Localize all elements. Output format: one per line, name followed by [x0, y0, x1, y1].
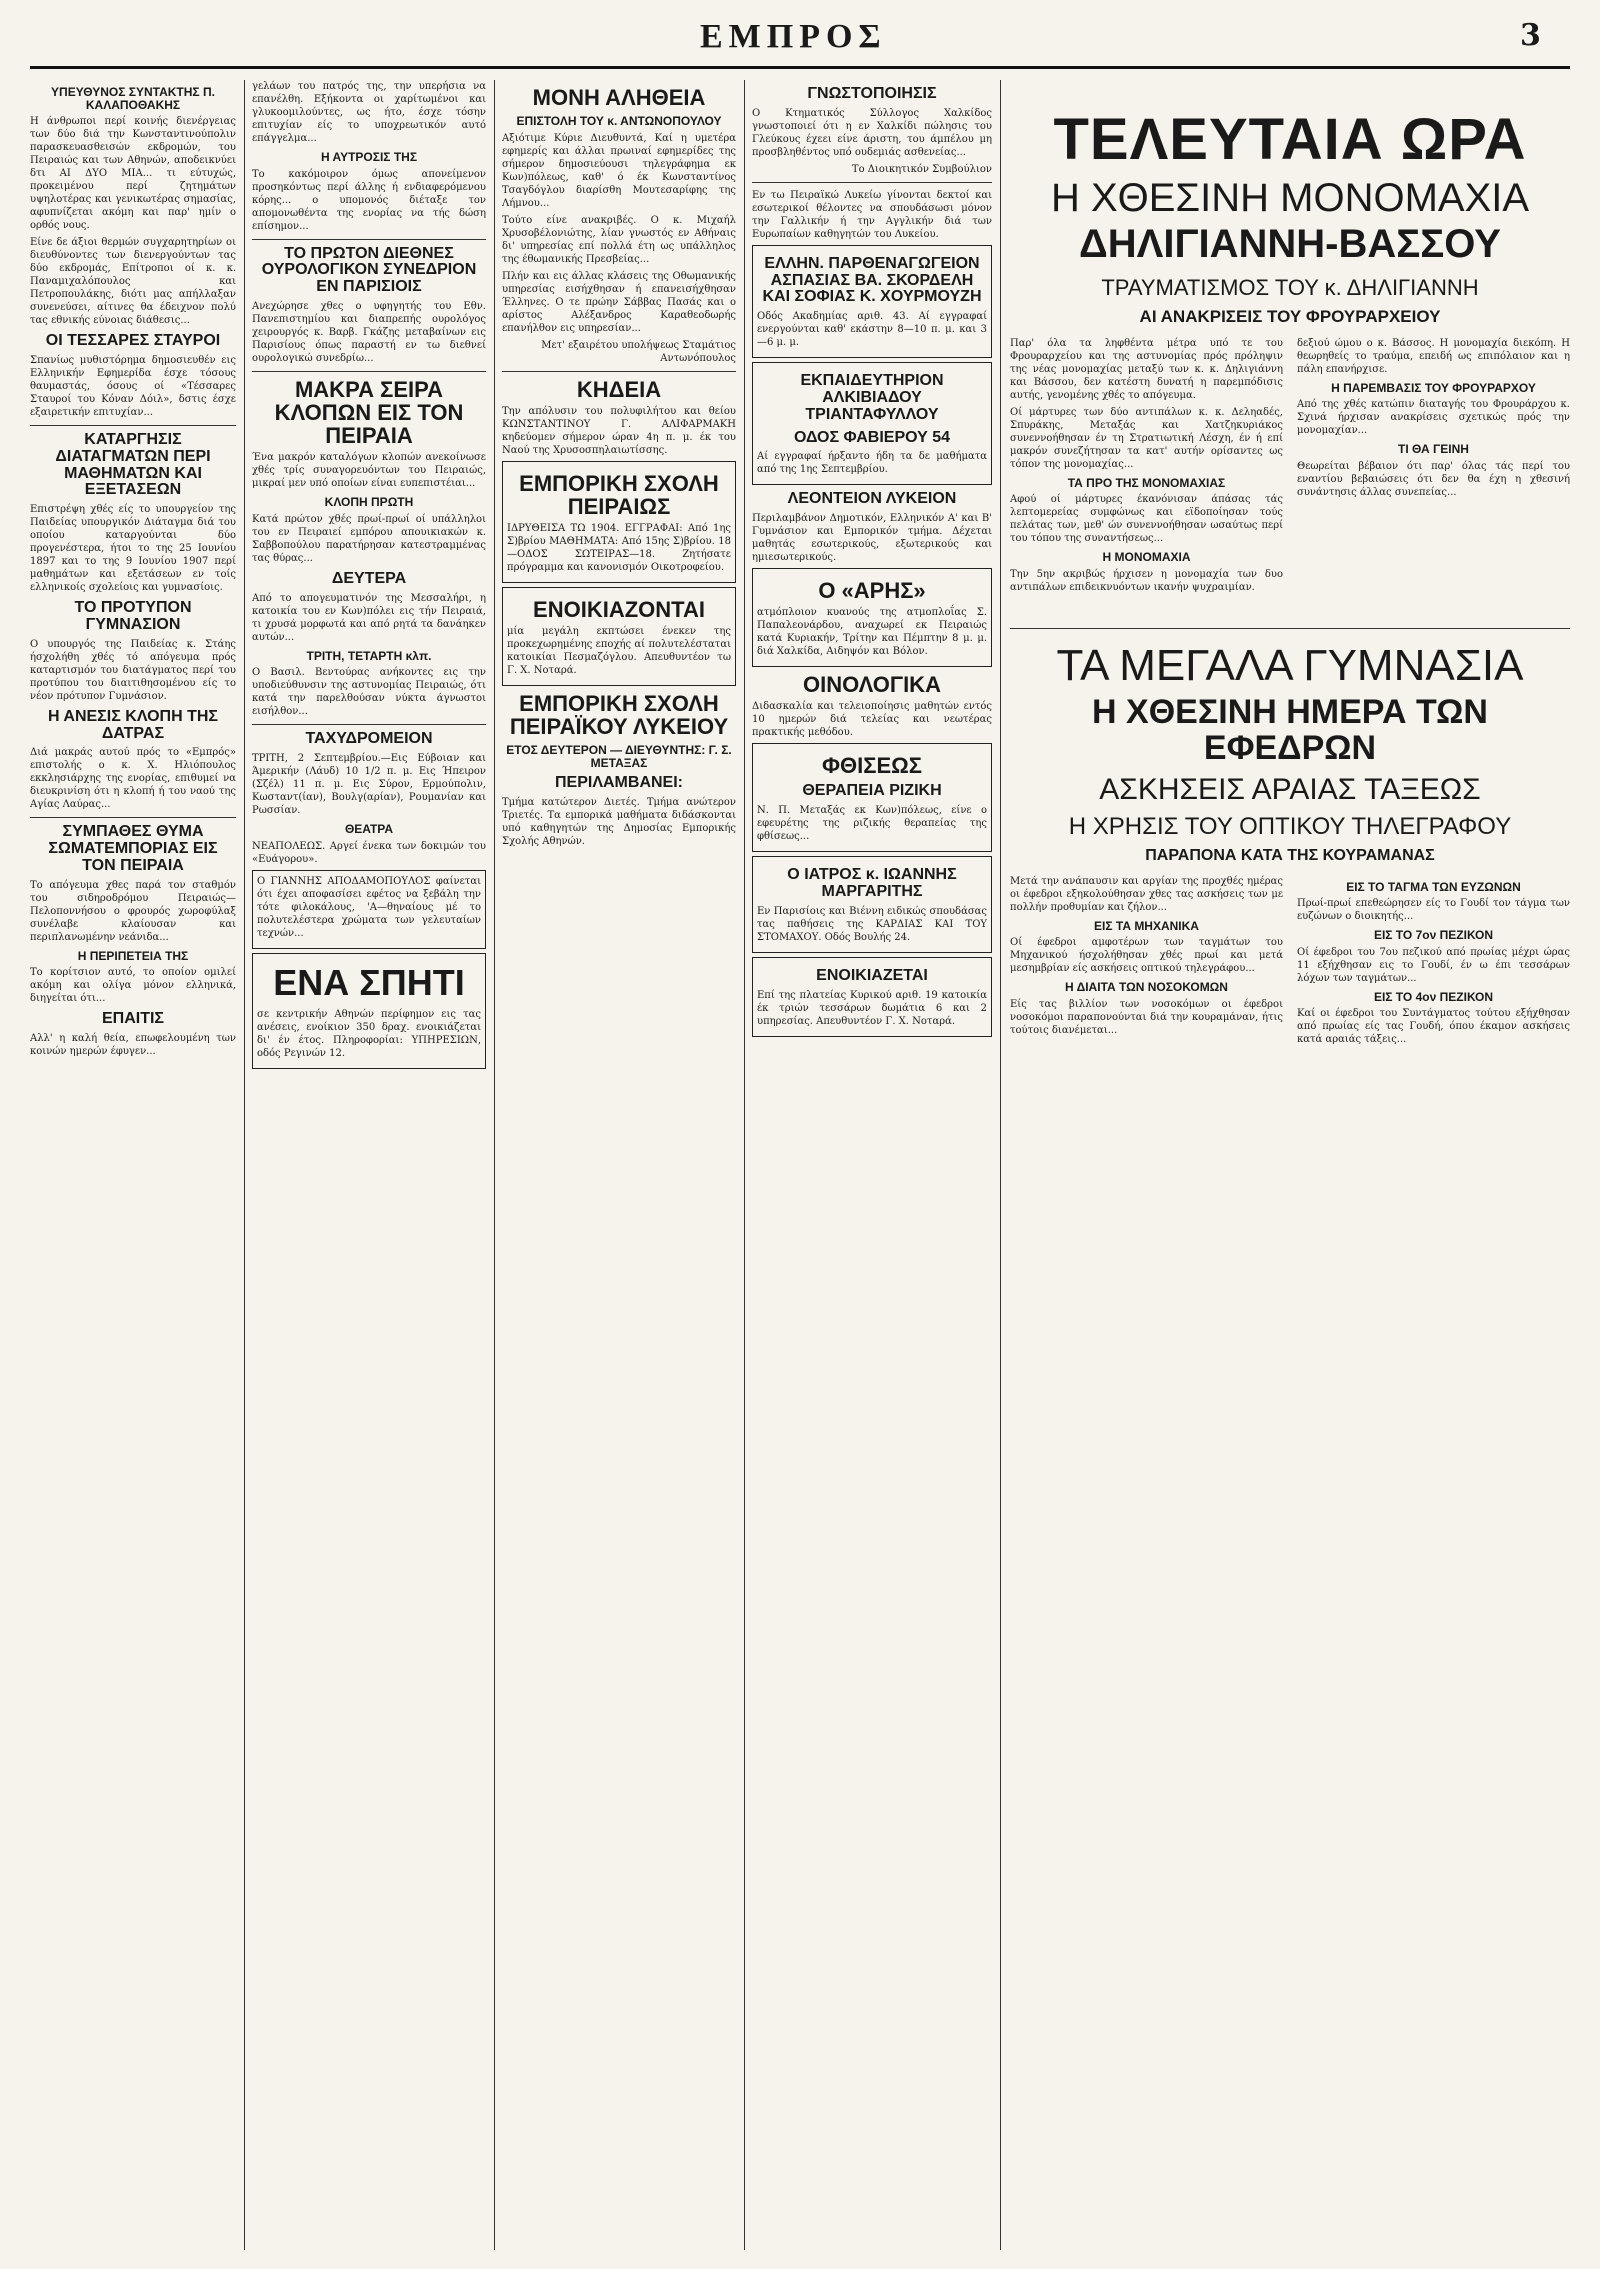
- article-text: Κατά πρώτον χθές πρωί-πρωί οί υπάλληλοι του εν Πειραιεί εμπόρου απουικιακών κ. Σαββοπούλου παρατήρησαν κατεστραμμένας τας θύρας...: [252, 513, 486, 564]
- section-heading: Η ΜΟΝΟΜΑΧΙΑ: [1102, 550, 1191, 565]
- article-text: δεξιού ώμου ο κ. Βάσσος. Η μονομαχία διεκόπη. Η θεωρηθείς το τραύμα, επειδή ως επιπόλαιον και η πάλη επανήρχισε.: [1297, 337, 1570, 375]
- headline-duel: Η ΧΘΕΣΙΝΗ ΜΟΝΟΜΑΧΙΑ: [1050, 175, 1530, 220]
- headline: ΟΙΝΟΛΟΓΙΚΑ: [803, 672, 941, 698]
- headline: Η ΠΕΡΙΠΕΤΕΙΑ ΤΗΣ: [77, 948, 189, 963]
- article-text: Παρ' όλα τα ληφθέντα μέτρα υπό τε του Φρουραρχείου και της αστυνομίας πρός πρόληψιν της νέας μονομαχίας μεταξύ των κ. κ. Δηλιγιάννη και Βάσσου, δεν κατέστη δυνατή η παρεμπόδισις αυτής, γενομένης χθές το απόγευμα.: [1010, 337, 1283, 401]
- subheadline: ΑΣΚΗΣΕΙΣ ΑΡΑΙΑΣ ΤΑΞΕΩΣ: [1099, 772, 1481, 806]
- article-text: Αλλ' η καλή θεία, επωφελουμένη των κοινών ημερών έφυγεν...: [30, 1033, 236, 1058]
- column-divider: [744, 80, 745, 2250]
- headline: ΥΠΕΥΘΥΝΟΣ ΣΥΝΤΑΚΤΗΣ Π. ΚΑΛΑΠΟΘΑΚΗΣ: [51, 85, 215, 112]
- article-text: Ο υπουργός της Παιδείας κ. Στάης ήσχολήθη χθές τό απόγευμα πρός καταρτισμόν του διατάγματος περί του προτύπου του διαιτιθησομένου είς το νέον πρότυπον Γυμνάσιον.: [30, 638, 236, 702]
- divider: [30, 425, 236, 426]
- signature: Μετ' εξαιρέτου υπολήψεως Σταμάτιος Αντωνόπουλος: [541, 339, 736, 364]
- article-text: Είνε δε άξιοι θερμών συγχαρητηρίων οι διευθύνοντες των διενεργούντων τας δύο εκδρομάς, Επίτροποι οί κ. κ. Παναμιχαλόπουλος και Πετροπουλάκης, διότι μας απήλλαξαν συνενεύσει, αίτινες θα έδειχνον πολύ τας εθνικής εύνοιας διάθεσις...: [30, 237, 236, 327]
- advertisement: [752, 957, 992, 1037]
- article-text: ΤΡΙΤΗ, 2 Σεπτεμβρίου.—Εις Εύβοιαν και Άμερικήν (Λάυδ) 10 1/2 π. μ. Εις Ήπειρον (Σζέλ) 11 π. μ. Εις Σύρον, Ερμούπολιν, Κωσταντ(ίαν), Βουλγ(αρίαν), Ρουμανίαν και Ρωσσίαν.: [252, 753, 486, 817]
- headline: ΚΗΔΕΙΑ: [576, 376, 662, 402]
- article-text: Καί οι έφεδροι του Συντάγματος τούτου εξήχθησαν από πρωίας είς τας Γουδή, όπου έκαμον ασκήσεις κατά αραιάς τάξεις...: [1297, 1008, 1570, 1046]
- ad-headline: ΕΝΑ ΣΠΗΤΙ: [273, 961, 465, 1003]
- article-text: Ανεχώρησε χθες ο υφηγητής του Εθν. Πανεπιστημίου και διαπρεπής ουρολόγος χειρουργός κ. Βαρβ. Γκάζης μεταβαίνων εις Παρισίους όπως παραστή εν τω διεθνεί ουρολογικώ συνεδρίω...: [252, 300, 486, 364]
- section-heading: ΤΑ ΠΡΟ ΤΗΣ ΜΟΝΟΜΑΧΙΑΣ: [1067, 475, 1226, 490]
- ad-text: ΙΔΡΥΘΕΙΣΑ ΤΩ 1904. ΕΓΓΡΑΦΑΙ: Από 1ης Σ)βρίου ΜΑΘΗΜΑΤΑ: Από 15ης Σ)βρίου. 18—ΟΔΟΣ ΣΩΤΕΙΡΑΣ—18. Ζητήσατε πρόγραμμα και κανονισμόν Οικοτροφείου.: [507, 522, 731, 573]
- advertisement: [502, 587, 736, 686]
- ad-headline: ΕΛΛΗΝ. ΠΑΡΘΕΝΑΓΩΓΕΙΟΝ ΑΣΠΑΣΙΑΣ ΒΑ. ΣΚΟΡΔΕΛΗ ΚΑΙ ΣΟΦΙΑΣ Κ. ΧΟΥΡΜΟΥΖΗ: [762, 254, 982, 306]
- article-text: Την απόλυσιν του πολυφιλήτου και θείου ΚΩΝΣΤΑΝΤΙΝΟΥ Γ. ΑΛΙΦΑΡΜΑΚΗ κηδεύομεν σήμερον ώραν 4η π. μ. έκ του Ναού της Χρυσοσπηλαιωτίσσης.: [502, 405, 736, 456]
- ad-text: Επί της πλατείας Κυρικού αριθ. 19 κατοικία έκ τριών τεσσάρων δωμάτια 6 και 2 υπηρεσίας. Απευθυντέον Γ. Χ. Νοταρά.: [757, 989, 987, 1027]
- headline: ΤΟ ΠΡΩΤΟΝ ΔΙΕΘΝΕΣ ΟΥΡΟΛΟΓΙΚΟΝ ΣΥΝΕΔΡΙΟΝ ΕΝ ΠΑΡΙΣΙΟΙΣ: [261, 244, 477, 296]
- divider: [30, 817, 236, 818]
- advertisement: [752, 362, 992, 485]
- advertisement: [752, 743, 992, 852]
- headline: ΚΑΤΑΡΓΗΣΙΣ ΔΙΑΤΑΓΜΑΤΩΝ ΠΕΡΙ ΜΑΘΗΜΑΤΩΝ ΚΑΙ ΕΞΕΤΑΣΕΩΝ: [55, 430, 211, 499]
- column-divider: [494, 80, 495, 2250]
- advertisement: [752, 245, 992, 358]
- duel-column-right: [1297, 337, 1570, 598]
- article-text: Εν τω Πειραϊκώ Λυκείω γίνονται δεκτοί και εσωτερικοί θέλοντες να σπουδάσωσι μόνον την Γαλλικήν ή την Αγγλικήν διά των Ευρωπαίων καθηγητών του Λυκείου.: [752, 189, 992, 240]
- ad-subheadline: ΟΔΟΣ ΦΑΒΙΕΡΟΥ 54: [793, 428, 951, 446]
- ad-text: μία μεγάλη εκπτώσει ένεκεν της προκεχωρημένης εποχής αί πολυτελέσταται κατοικίαι Πεσμαζόγλου. Απευθυντέον τω Γ. Χ. Νοταρά.: [507, 626, 731, 677]
- article-text: Από της χθές κατώπιν διαταγής του Φρουράρχου κ. Σχινά ήρχισαν ανακρίσεις σχετικώς πρός την μονομαχίαν...: [1297, 399, 1570, 437]
- subheadline: Η ΧΡΗΣΙΣ ΤΟΥ ΟΠΤΙΚΟΥ ΤΗΛΕΓΡΑΦΟΥ: [1068, 812, 1512, 840]
- article-text: Διδασκαλία και τελειοποίησις μαθητών εντός 10 ημερών διά τελείας και νεωτέρας πρακτικής μεθόδου.: [752, 701, 992, 739]
- exercise-column-left: [1010, 875, 1283, 1051]
- article-text: Το κορίτσιον αυτό, το οποίον ομιλεί ακόμη και ολίγα μόνον ελληνικά, διηγείται ότι...: [30, 967, 236, 1005]
- headline: ΟΙ ΤΕΣΣΑΡΕΣ ΣΤΑΥΡΟΙ: [45, 332, 221, 350]
- divider: [252, 724, 486, 725]
- advertisement: [752, 856, 992, 953]
- subheadline: ΠΑΡΑΠΟΝΑ ΚΑΤΑ ΤΗΣ ΚΟΥΡΑΜΑΝΑΣ: [1145, 846, 1435, 864]
- subheadline: ΤΡΑΥΜΑΤΙΣΜΟΣ ΤΟΥ κ. ΔΗΛΙΓΙΑΝΝΗ: [1101, 274, 1479, 300]
- divider: [1010, 628, 1570, 629]
- column-divider: [1000, 80, 1001, 2250]
- advertisement: [752, 568, 992, 667]
- ad-text: Εν Παρισίοις και Βιέννη ειδικώς σπουδάσας τας παθήσεις της ΚΑΡΔΙΑΣ ΚΑΙ ΤΟΥ ΣΤΟΜΑΧΟΥ. Οδός Βουλής 24.: [757, 905, 987, 943]
- ad-text: σε κεντρικήν Αθηνών περίφημον εις τας ανέσεις, ενοίκιον 350 δραχ. ενοικιάζεται δι' έν έτος. Πληροφορίαι: ΥΠΗΡΕΣΙΩΝ, οδός Ρεγινών 12.: [257, 1008, 481, 1059]
- article-text: Ο Βασιλ. Βεντούρας ανήκοντες εις την υποδιεύθυνσιν της αστυνομίας Πειραιώς, ότι κατά την παρελθούσαν νύκτα άγνωστοι εισήλθον...: [252, 667, 486, 718]
- ad-headline: Ο ΙΑΤΡΟΣ κ. ΙΩΑΝΝΗΣ ΜΑΡΓΑΡΙΤΗΣ: [787, 866, 957, 901]
- article-text: Την 5ην ακριβώς ήρχισεν η μονομαχία των δυο αντιπάλων επιδεικνυόντων ικανήν ψυχραιμίαν.: [1010, 569, 1283, 594]
- masthead-rule: [30, 66, 1570, 69]
- article-text: Το απόγευμα χθες παρά τον σταθμόν του σιδηροδρόμου Πειραιώς—Πελοποννήσου ο φρουρός χωροφύλαξ συνέλαβε κλαίουσαν και περιπλανωμένην νεάνιδα...: [30, 879, 236, 943]
- column-divider: [244, 80, 245, 2250]
- article-text: Το κακόμοιρον όμως απονείμενον προσηκόντως περί άλλης ή ενδιαφερόμενου κόρης... ο υπομονός διέταξε τον απομονωθέντα της ενορίας να τής δώση επίσημον...: [252, 168, 486, 232]
- subheadline: ΑΙ ΑΝΑΚΡΙΣΕΙΣ ΤΟΥ ΦΡΟΥΡΑΡΧΕΙΟΥ: [1139, 306, 1441, 326]
- section-heading: ΕΙΣ ΤΑ ΜΗΧΑΝΙΚΑ: [1094, 918, 1199, 933]
- article-text: γελάων του πατρός της, την υπερήσια να επανέλθη. Εξήκοντα οι χαρίτωμένοι και γλυκοομιλούντες, ως ήτο, έσχε τόσην επιτυχίαν είς το υποχρεωτικόν αυτό επάγγελμα...: [252, 81, 486, 144]
- exercise-column-right: [1297, 875, 1570, 1051]
- article-text: Οί έφεδροι αμφοτέρων των ταγμάτων του Μηχανικού ήσχολήθησαν χθές πρωί και μετά μεσημβρίαν είς ασκήσεις οπτικού τηλεγράφου...: [1010, 937, 1283, 975]
- column-1: [30, 80, 236, 2250]
- ad-headline: ΕΝΟΙΚΙΑΖΟΝΤΑΙ: [533, 596, 705, 622]
- ad-headline: ΕΚΠΑΙΔΕΥΤΗΡΙΟΝ ΑΛΚΙΒΙΑΔΟΥ ΤΡΙΑΝΤΑΦΥΛΛΟΥ: [800, 372, 944, 423]
- front-section: [1010, 80, 1570, 2250]
- article-text: Οί έφεδροι του 7ου πεζικού από πρωίας μέχρι ώρας 11 εξήχθησαν εις το Γουδί, έν ω έπι τεσσάρων λόχων των ταγμάτων...: [1297, 946, 1570, 984]
- ad-headline: ΦΘΙΣΕΩΣ: [822, 753, 922, 779]
- article-text: Μετά την ανάπαυσιν και αργίαν της προχθές ημέρας οι έφεδροι εξηκολούθησαν χθες τας ασκήσεις των με πολλήν προθυμίαν και ζήλον...: [1010, 875, 1283, 913]
- section-heading: ΕΙΣ ΤΟ ΤΑΓΜΑ ΤΩΝ ΕΥΖΩΝΩΝ: [1346, 879, 1521, 894]
- headline: ΕΜΠΟΡΙΚΗ ΣΧΟΛΗ ΠΕΙΡΑΪΚΟΥ ΛΥΚΕΙΟΥ: [509, 691, 729, 740]
- article-text: Διά μακράς αυτού πρός το «Εμπρός» επιστολής ο κ. Χ. Ηλιόπουλος εκκλησιάρχης της ενορίας, επιθυμεί να διευκρινίση ότι η κλοπή ή του ναού της Αγίας Λαύρας...: [30, 747, 236, 811]
- column-4: [752, 80, 992, 2250]
- section-heading: Η ΠΑΡΕΜΒΑΣΙΣ ΤΟΥ ΦΡΟΥΡΑΡΧΟΥ: [1331, 380, 1536, 395]
- article-text: Αφού οί μάρτυρες έκανόνισαν άπάσας τάς λεπτομερείας συμφώνως και εϊδοποίησαν τούς πελάτας των, μεθ' ών συνεννοήθησαν ωσαύτως περί του τόπου της συναντήσεως...: [1010, 494, 1283, 545]
- headline: ΜΟΝΗ ΑΛΗΘΕΙΑ: [532, 85, 706, 110]
- headline: ΘΕΑΤΡΑ: [344, 822, 394, 837]
- headline-exercises: ΤΑ ΜΕΓΑΛΑ ΓΥΜΝΑΣΙΑ: [1056, 641, 1524, 691]
- article-text: Σπανίως μυθιστόρημα δημοσιευθέν εις Ελληνικήν Εφημερίδα έσχε τόσους θαυμαστάς, όσους οί «Τέσσαρες Σταυροί του Κόναν Δόιλ», δστις έσχε εξαιρετικήν επιτυχίαν...: [30, 354, 236, 418]
- ad-text: Ν. Π. Μεταξάς εκ Κων)πόλεως, είνε ο εφευρέτης της ριζικής θεραπείας της φθίσεως...: [757, 805, 987, 843]
- headline: ΣΥΜΠΑΘΕΣ ΘΥΜΑ ΣΩΜΑΤΕΜΠΟΡΙΑΣ ΕΙΣ ΤΟΝ ΠΕΙΡΑΙΑ: [48, 823, 218, 874]
- headline: ΕΠΙΣΤΟΛΗ ΤΟΥ κ. ΑΝΤΩΝΟΠΟΥΛΟΥ: [516, 114, 722, 129]
- advertisement: [252, 870, 486, 949]
- headline: ΤΑΧΥΔΡΟΜΕΙΟΝ: [305, 730, 433, 748]
- ad-headline: Ο «ΑΡΗΣ»: [818, 578, 926, 604]
- article-text: Ο Κτηματικός Σύλλογος Χαλκίδος γνωστοποιεί ότι η εν Χαλκίδι πώλησις του Γλεύκους έχεει είνε άριστη, του άμπέλου μη προσβληθέντος υπό ουδεμιάς ασθενείας...: [752, 107, 992, 158]
- ad-text: Οδός Ακαδημίας αριθ. 43. Αί εγγραφαί ενεργούνται καθ' εκάστην 8—10 π. μ. και 3—6 μ. μ.: [757, 311, 987, 349]
- signature: Το Διοικητικόν Συμβούλιον: [851, 163, 992, 175]
- article-text: Θεωρείται βέβαιον ότι παρ' όλας τάς περί του εναντίου βεβαιώσεις ότι δεν θα έχη η χθεσινή συνάντησις άλλας συνεπείας...: [1297, 461, 1570, 499]
- column-3: [502, 80, 736, 2250]
- article-text: Επιστρέψη χθές είς το υπουργείον της Παιδείας υπουργικόν Διάταγμα διά του οποίου καταργούνται δύο προγενέστερα, ήτοι το της 25 Ιουνίου 1897 και το της 9 Ιουνίου 1907 περί μαθημάτων και εξετάσεων εν τοίς ελληνικοίς σχολείοις και γυμνασίοις.: [30, 504, 236, 594]
- headline: ΔΕΥΤΕΡΑ: [331, 569, 407, 587]
- page-number: 3: [1520, 18, 1541, 53]
- article-text: Αξιότιμε Κύριε Διευθυντά, Καί η υμετέρα εφημερίς και άλλαι πρωιναί εφημερίδες της σήμερον δημοσιεύουσι τηλεγράφημα εκ Κων)πόλεως, καθ' ό έκ Κωνσταντίνος Τσαγδόγλου διαρίσθη Μουτεσαρίφης της Λήμνου...: [502, 132, 736, 209]
- headline: ΜΑΚΡΑ ΣΕΙΡΑ ΚΛΟΠΩΝ ΕΙΣ ΤΟΝ ΠΕΙΡΑΙΑ: [274, 376, 464, 449]
- section-heading: ΤΙ ΘΑ ΓΕΙΝΗ: [1398, 442, 1469, 457]
- section-heading: ΕΙΣ ΤΟ 4ον ΠΕΖΙΚΟΝ: [1373, 989, 1494, 1004]
- article-text: Είς τας βιλλίον των νοσοκόμων οι έφεδροι νοσοκόμοι παραπονούνται διά την κουραμάναν, ήτις τούτοις διανέμεται...: [1010, 998, 1283, 1036]
- ad-subheadline: ΘΕΡΑΠΕΙΑ ΡΙΖΙΚΗ: [802, 782, 942, 800]
- headline: ΓΝΩΣΤΟΠΟΙΗΣΙΣ: [807, 85, 937, 102]
- duel-articles: [1010, 337, 1570, 598]
- divider: [252, 239, 486, 240]
- section-heading: Η ΔΙΑΙΤΑ ΤΩΝ ΝΟΣΟΚΟΜΩΝ: [1065, 980, 1228, 995]
- ad-headline: ΕΜΠΟΡΙΚΗ ΣΧΟΛΗ ΠΕΙΡΑΙΩΣ: [519, 470, 719, 519]
- headline: ΤΡΙΤΗ, ΤΕΤΑΡΤΗ κλπ.: [306, 648, 432, 663]
- article-text: Τμήμα κατώτερον Διετές. Τμήμα ανώτερον Τριετές. Τα εμπορικά μαθήματα διδάσκονται υπό καθηγητών της Δημοσίας Εμπορικής Σχολής Αθηνών.: [502, 797, 736, 848]
- masthead: [0, 0, 1600, 70]
- exercise-articles: [1010, 875, 1570, 1051]
- divider: [502, 371, 736, 372]
- article-text: Πρωί-πρωί επεθεώρησεν είς το Γουδί τον τάγμα των ευζώνων ο διοικητής...: [1297, 898, 1570, 923]
- ad-text: Ο ΓΙΑΝΝΗΣ ΑΠΟΔΑΜΟΠΟΥΛΟΣ φαίνεται ότι έχει αποφασίσει εφέτος να ξεβάλη την τότε φιλοκάλους, 'Α—θηναίους μέ το πολυτελέστερα χρώματα των γελευταίων τεχνών...: [257, 875, 481, 939]
- ad-text: Αί εγγραφαί ήρξαντο ήδη τα δε μαθήματα από της 1ης Σεπτεμβρίου.: [757, 451, 987, 476]
- article-text: Ένα μακρόν καταλόγων κλοπών ανεκοίνωσε χθές τρίς συναγορευόντων του Πειραιώς, μικραί μεν υπό οποίων είναι ευπεπιστέιαι...: [252, 452, 486, 490]
- ad-text: ατμόπλοιον κυανούς της ατμοπλοΐας Σ. Παπαλεονάρδου, αναχωρεί εκ Πειραιώς κατά Κυριακήν, Τρίτην και Πέμπτην 8 μ. μ. διά Χαλκίδα, Αιδηψόν και Βόλον.: [757, 607, 987, 658]
- headline: ΛΕΟΝΤΕΙΟΝ ΛΥΚΕΙΟΝ: [787, 490, 957, 508]
- advertisement: [502, 461, 736, 583]
- headline: ΕΠΑΙΤΙΣ: [101, 1010, 165, 1028]
- article-text: Η άνθρωποι περί κοινής διενέργειας των δύο διά την Κωνσταντινούπολιν παρασκευασθεισών εκδρομών, του Πειραιώς και των Αθηνών, αποδεικνύει δτι ΑΙ ΔΥΟ ΜΙΑ... τι εύτυχώς, προκειμένου περί ζητημάτων υψηλοτέρας και γενικωτέρας σημασίας, αφυπνίζεται ακόμη και παρ' ημίν ο ορθός νους.: [30, 116, 236, 232]
- headline: ΕΤΟΣ ΔΕΥΤΕΡΟΝ — ΔΙΕΥΘΥΝΤΗΣ: Γ. Σ. ΜΕΤΑΞΑΣ: [506, 743, 732, 770]
- article-text: ΝΕΑΠΟΛΕΩΣ. Αργεί ένεκα των δοκιμών του «Ευάγορου».: [252, 840, 486, 865]
- article-text: Τούτο είνε ανακριβές. Ο κ. Μιχαήλ Χρυσοβέλονιώτης, λίαν γνωστός εν Αθήναις δι' υπηρεσίας επί πολλά έτη ως υπάλληλος της έθωμανικής Πρεσβείας...: [502, 214, 736, 265]
- headline-duelists: ΔΗΛΙΓΙΑΝΝΗ-ΒΑΣΣΟΥ: [1079, 221, 1501, 266]
- ad-headline: ΕΝΟΙΚΙΑΖΕΤΑΙ: [816, 966, 928, 984]
- newspaper-title: ΕΜΠΡΟΣ: [700, 18, 887, 55]
- headline: ΚΛΟΠΗ ΠΡΩΤΗ: [324, 495, 414, 510]
- section-heading: ΕΙΣ ΤΟ 7ον ΠΕΖΙΚΟΝ: [1373, 928, 1494, 943]
- advertisement: [252, 953, 486, 1069]
- headline: Η ΑΝΕΣΙΣ ΚΛΟΠΗ ΤΗΣ ΔΑΤΡΑΣ: [47, 707, 218, 742]
- article-text: Από το απογευματινόν της Μεσσαλήρι, η κατοικία του εν Κων)πόλει εις τήν Πειραιά, τι χρυσά μορφωτά και από ρητά τα δανάηκεν αυτών...: [252, 592, 486, 643]
- headline: ΠΕΡΙΛΑΜΒΑΝΕΙ:: [554, 774, 683, 792]
- duel-column-left: [1010, 337, 1283, 598]
- article-text: Περιλαμβάνον Δημοτικόν, Ελληνικόν Α' και Β' Γυμνάσιον και Εμπορικόν τμήμα. Δέχεται μαθητάς εσωτερικούς, εξωτερικούς και ημιεσωτερικούς.: [752, 513, 992, 564]
- headline: ΤΟ ΠΡΟΤΥΠΟΝ ΓΥΜΝΑΣΙΟΝ: [74, 599, 192, 633]
- column-2: [252, 80, 486, 2250]
- headline-reservists: Η ΧΘΕΣΙΝΗ ΗΜΕΡΑ ΤΩΝ ΕΦΕΔΡΩΝ: [1092, 693, 1488, 767]
- headline: Η ΑΥΤΡΟΣΙΣ ΤΗΣ: [320, 150, 418, 164]
- divider: [752, 182, 992, 183]
- article-text: Οί μάρτυρες των δύο αντιπάλων κ. κ. Δεληαδές, Σπυράκης, Μεταξάς και Χατζηκυριάκος συνεννοήθησαν έν τη Στρατιωτική Λέσχη, έν ή επί μακρόν συνεζήτησαν τα κατ' αυτήν ορίσαντες ως τόπον της μονομαχίας...: [1010, 406, 1283, 470]
- headline-last-hour: ΤΕΛΕΥΤΑΙΑ ΩΡΑ: [1053, 107, 1527, 172]
- article-text: Πλήν και εις άλλας κλάσεις της Οθωμανικής υπηρεσίας εισήχθησαν ή επανεισήχθησαν Έλληνες. Ο τε πρώην Σάββας Πασάς και ο αρίστος Αλέξανδρος Καραθεοδωρής επανήλθον εις υπηρεσίαν...: [502, 270, 736, 334]
- divider: [252, 371, 486, 372]
